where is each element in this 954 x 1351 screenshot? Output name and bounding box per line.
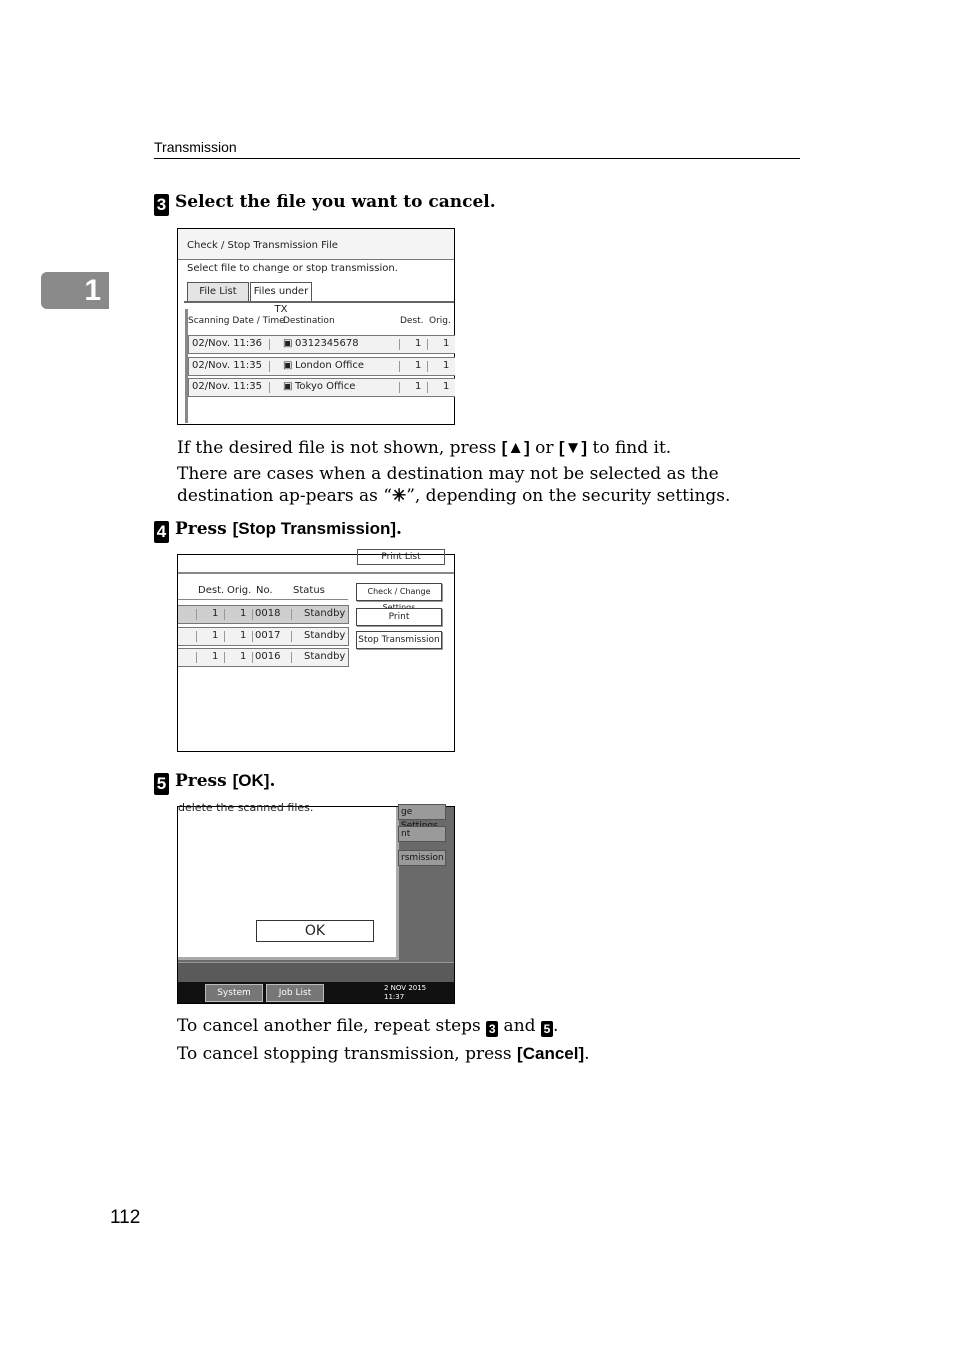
running-header: Transmission — [154, 139, 237, 155]
print-button[interactable]: Print — [356, 608, 442, 626]
stop-transmission-key: [Stop Transmission] — [232, 519, 397, 538]
file-list-screenshot — [177, 228, 455, 425]
job-list-button[interactable]: Job List — [266, 984, 324, 1002]
confirm-screenshot — [177, 801, 455, 1014]
print-list-button[interactable]: Print List — [357, 549, 445, 565]
tab-divider — [184, 301, 454, 303]
column-no: No. — [256, 585, 273, 596]
divider — [178, 572, 454, 574]
fax-icon: ▣ — [283, 360, 293, 371]
tab-files-under-tx[interactable]: Files under TX — [250, 282, 312, 301]
screen-titlebar — [178, 229, 454, 260]
date-time: 2 NOV 2015 11:37 — [384, 984, 427, 1001]
note-security: There are cases when a destination may not be selected as the destination ap-pears as “✳”, depending on the security settings. — [177, 464, 731, 506]
row-dest: 1 — [415, 381, 422, 392]
file-row[interactable] — [188, 357, 455, 376]
down-key: [▼] — [558, 438, 588, 457]
tab-file-list[interactable]: File List — [187, 282, 249, 301]
row-destination: 0312345678 — [295, 338, 359, 349]
confirm-dialog — [178, 801, 399, 960]
column-status: Status — [293, 585, 325, 596]
job-list-screenshot — [177, 554, 455, 752]
ok-key: [OK] — [232, 771, 270, 790]
column-dest: Dest. — [400, 316, 424, 326]
step-number: 3 — [154, 194, 169, 216]
cancel-key: [Cancel] — [517, 1044, 585, 1063]
step-ref-3: 3 — [486, 1021, 498, 1037]
step-3-heading — [154, 192, 496, 216]
dialog-message: delete the scanned files. — [178, 801, 314, 814]
step-text: Select the file you want to cancel. — [175, 192, 496, 212]
up-key: [▲] — [501, 438, 530, 457]
row-orig: 1 — [443, 360, 450, 371]
row-destination: Tokyo Office — [295, 381, 356, 392]
print-button[interactable]: nt — [398, 826, 446, 842]
screen-subtitle: Select file to change or stop transmission. — [187, 263, 398, 274]
header-rule — [154, 158, 800, 159]
fax-icon: ▣ — [283, 381, 293, 392]
asterisk-icon: ✳ — [391, 486, 407, 505]
row-orig: 1 — [443, 338, 450, 349]
column-orig: Orig. — [429, 316, 451, 326]
step-5-heading: 5 Press [OK]. — [154, 771, 275, 795]
stop-transmission-button[interactable]: rsmission — [398, 850, 446, 866]
stop-transmission-button[interactable]: Stop Transmission — [356, 631, 442, 649]
screen-title: Check / Stop Transmission File — [187, 240, 338, 251]
status-band — [178, 962, 454, 983]
job-row[interactable]: 1 1 0016 Standby — [178, 648, 349, 667]
column-destination: Destination — [283, 316, 335, 326]
column-dest: Dest. — [198, 585, 225, 596]
row-date: 02/Nov. 11:35 — [192, 381, 263, 392]
step-number: 4 — [154, 521, 169, 543]
page-number: 112 — [110, 1207, 141, 1228]
job-row[interactable]: 1 1 0018 Standby — [178, 605, 349, 624]
settings-button[interactable]: ge — [398, 804, 446, 820]
row-date: 02/Nov. 11:36 — [192, 338, 263, 349]
row-dest: 1 — [415, 360, 422, 371]
note-cancel: To cancel stopping transmission, press [Cancel]. — [177, 1044, 590, 1064]
column-orig: Orig. — [227, 585, 252, 596]
step-4-heading: 4 Press [Stop Transmission]. — [154, 519, 402, 543]
note-repeat: To cancel another file, repeat steps 3 and 5 . — [177, 1016, 559, 1036]
chapter-tab: 1 — [41, 272, 109, 309]
check-change-settings-button[interactable]: Check / Change — [356, 583, 442, 601]
system-status-button[interactable]: System Status — [205, 984, 263, 1002]
column-date: Scanning Date / Time — [188, 316, 285, 326]
ok-button[interactable]: OK — [256, 920, 374, 942]
step-ref-5: 5 — [541, 1021, 553, 1037]
bottom-bar — [178, 982, 454, 1014]
row-dest: 1 — [415, 338, 422, 349]
fax-icon: ▣ — [283, 338, 293, 349]
file-row[interactable] — [188, 335, 455, 354]
note-scroll: If the desired file is not shown, press [▲] or [▼] to find it. — [177, 438, 672, 458]
file-row[interactable] — [188, 378, 455, 397]
row-orig: 1 — [443, 381, 450, 392]
job-row[interactable]: 1 1 0017 Standby — [178, 627, 349, 646]
row-date: 02/Nov. 11:35 — [192, 360, 263, 371]
step-number: 5 — [154, 773, 169, 795]
row-destination: London Office — [295, 360, 365, 371]
